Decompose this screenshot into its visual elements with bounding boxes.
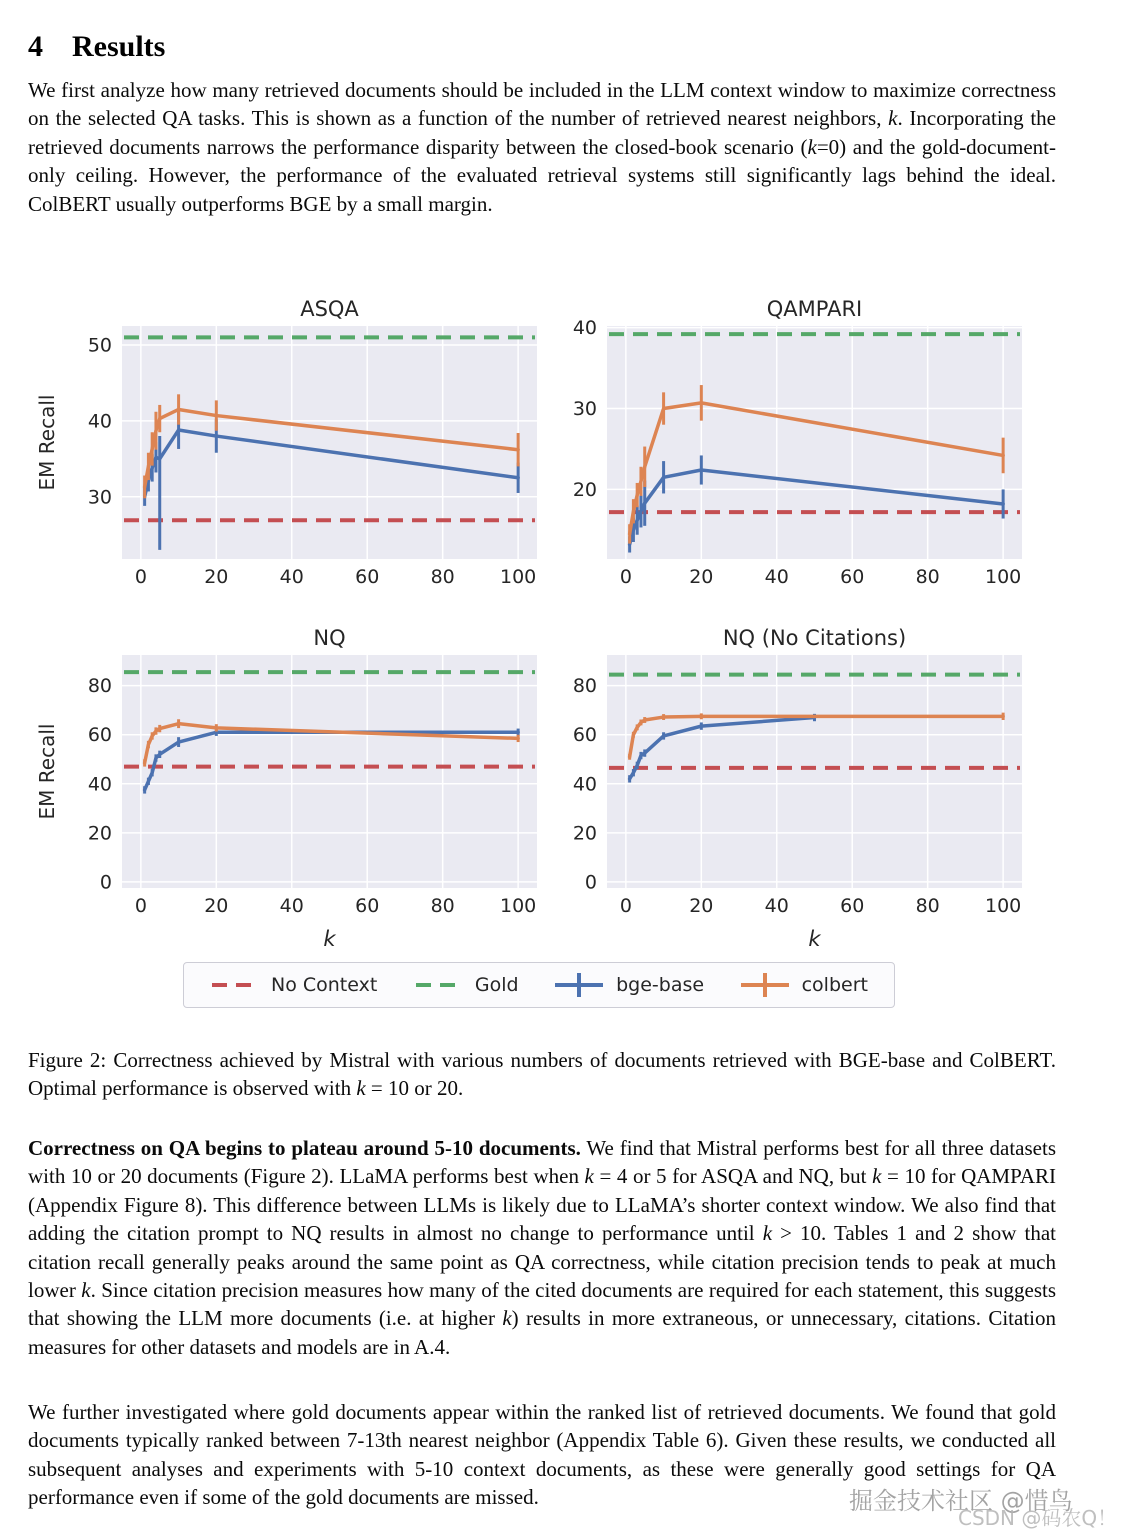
x-tick-label: 100	[500, 895, 537, 917]
text-segment: ) results in more extraneous, or unnecessary, citations. Citation measures for other datasets and models are in A.4.	[28, 1306, 1056, 1359]
legend-label-gold: Gold	[474, 974, 519, 996]
x-tick-label: 0	[619, 895, 632, 917]
chart-title-asqa: ASQA	[300, 297, 359, 321]
legend-sample-colbert	[741, 972, 789, 998]
text-segment: We further investigated where gold documents appear within the ranked list of retrieved documents. We found that gold documents typically ranked between 7-13th nearest neighbor (Appendix Table 6). Given these results, we conducted all subsequent analyses and experiments with 5-10 context documents, as these were generally good settings for QA performance even if some of the gold documents are missed.	[28, 1400, 1056, 1510]
chart-title-qampari: QAMPARI	[766, 297, 863, 321]
x-tick-label: 40	[279, 566, 304, 588]
x-tick-label: 20	[689, 566, 714, 588]
paragraph-plateau	[28, 1134, 1056, 1361]
y-axis-label: EM Recall	[35, 723, 59, 820]
text-segment: k	[81, 1278, 91, 1303]
chart-title-nq-no-citations: NQ (No Citations)	[722, 626, 907, 650]
x-axis-label: k	[808, 927, 821, 951]
text-segment: k	[762, 1221, 773, 1246]
x-tick-label: 40	[279, 895, 304, 917]
text-segment: k	[807, 134, 817, 159]
text-segment: =0) and the gold-document-only ceiling. However, the performance of the evaluated retrieval systems still significantly lags behind the ideal. ColBERT usually outperforms BGE by a small margin.	[28, 134, 1056, 216]
text-segment: . Since citation precision measures how many of the cited documents are required for each statement, this suggests that showing the LLM more documents (i.e. at higher	[28, 1278, 1056, 1331]
y-tick-label: 20	[572, 478, 597, 501]
legend-label-colbert: colbert	[801, 974, 868, 996]
x-axis-label: k	[323, 927, 336, 951]
text-segment: We find that Mistral performs best for all three datasets with 10 or 20 documents (Figure 2). LLaMA performs best when	[28, 1136, 1056, 1189]
y-tick-label: 0	[584, 871, 597, 894]
text-segment: k	[872, 1164, 882, 1189]
x-tick-label: 40	[764, 566, 789, 588]
y-tick-label: 80	[572, 675, 597, 698]
x-tick-label: 0	[134, 895, 147, 917]
section-title: Results	[72, 30, 166, 64]
y-tick-label: 40	[572, 773, 597, 796]
y-tick-label: 60	[87, 724, 112, 747]
y-axis-label: EM Recall	[35, 394, 59, 491]
legend-sample-no-context	[210, 972, 258, 998]
text-segment: k	[888, 106, 898, 131]
section-heading	[28, 30, 165, 64]
y-tick-label: 0	[99, 871, 112, 894]
watermark-juejin: 掘金技术社区 @惜鸟	[849, 1487, 1073, 1515]
y-tick-label: 40	[87, 773, 112, 796]
y-tick-label: 40	[572, 317, 597, 340]
x-tick-label: 0	[619, 566, 632, 588]
watermark-csdn: CSDN @码农Q！	[958, 1506, 1118, 1530]
text-segment: We first analyze how many retrieved documents should be included in the LLM context window to maximize correctness on the selected QA tasks. This is shown as a function of the number of retrieved nearest neighbors,	[28, 78, 1056, 131]
y-tick-label: 40	[87, 410, 112, 433]
text-segment: k	[356, 1076, 366, 1101]
text-segment: . Incorporating the retrieved documents narrows the performance disparity between the closed-book scenario (	[28, 106, 1056, 159]
chart-title-nq: NQ	[313, 626, 346, 650]
text-segment: = 10 for QAMPARI (Appendix Figure 8). This difference between LLMs is likely due to LLaMA’s shorter context window. We also find that adding the citation prompt to NQ results in almost no change to performance until	[28, 1164, 1057, 1246]
text-segment: > 10. Tables 1 and 2 show that citation recall generally peaks around the same point as QA correctness, while citation precision tends to peak at much lower	[28, 1221, 1056, 1303]
legend-item-bge-base	[555, 972, 704, 998]
x-tick-label: 100	[985, 566, 1022, 588]
chart-asqa	[28, 296, 543, 596]
text-segment: = 10 or 20.	[365, 1076, 464, 1101]
text-segment: = 4 or 5 for ASQA and NQ, but	[593, 1164, 873, 1189]
chart-qampari	[565, 296, 1080, 596]
legend-item-no-context	[210, 972, 377, 998]
x-tick-label: 20	[204, 566, 229, 588]
paragraph-intro	[28, 76, 1056, 218]
legend-label-no-context: No Context	[271, 974, 378, 996]
legend-sample-bge-base	[555, 972, 603, 998]
x-tick-label: 80	[915, 566, 940, 588]
y-tick-label: 80	[87, 675, 112, 698]
x-tick-label: 80	[430, 895, 455, 917]
x-tick-label: 60	[840, 566, 865, 588]
y-tick-label: 60	[572, 724, 597, 747]
section-number: 4	[28, 30, 43, 64]
x-tick-label: 100	[500, 566, 537, 588]
text-segment: k	[584, 1164, 594, 1189]
x-tick-label: 60	[355, 566, 380, 588]
figure-legend	[183, 962, 895, 1008]
chart-nq	[28, 625, 543, 960]
x-tick-label: 100	[985, 895, 1022, 917]
x-tick-label: 20	[689, 895, 714, 917]
legend-label-bge-base: bge-base	[616, 974, 705, 996]
x-tick-label: 60	[840, 895, 865, 917]
y-tick-label: 20	[87, 822, 112, 845]
y-tick-label: 30	[87, 486, 112, 509]
figure-caption	[28, 1046, 1056, 1103]
legend-item-colbert	[741, 972, 868, 998]
x-tick-label: 80	[430, 566, 455, 588]
text-segment: k	[502, 1306, 512, 1331]
x-tick-label: 0	[134, 566, 147, 588]
text-segment: Correctness on QA begins to plateau around 5-10 documents.	[28, 1136, 581, 1160]
legend-sample-gold	[414, 972, 462, 998]
x-tick-label: 80	[915, 895, 940, 917]
y-tick-label: 30	[572, 398, 597, 421]
x-tick-label: 20	[204, 895, 229, 917]
y-tick-label: 50	[87, 334, 112, 357]
x-tick-label: 40	[764, 895, 789, 917]
text-segment: Figure 2: Correctness achieved by Mistral with various numbers of documents retrieved with BGE-base and ColBERT. Optimal performance is observed with	[28, 1048, 1056, 1101]
y-tick-label: 20	[572, 822, 597, 845]
x-tick-label: 60	[355, 895, 380, 917]
legend-item-gold	[414, 972, 519, 998]
chart-nq-no-citations	[565, 625, 1080, 960]
